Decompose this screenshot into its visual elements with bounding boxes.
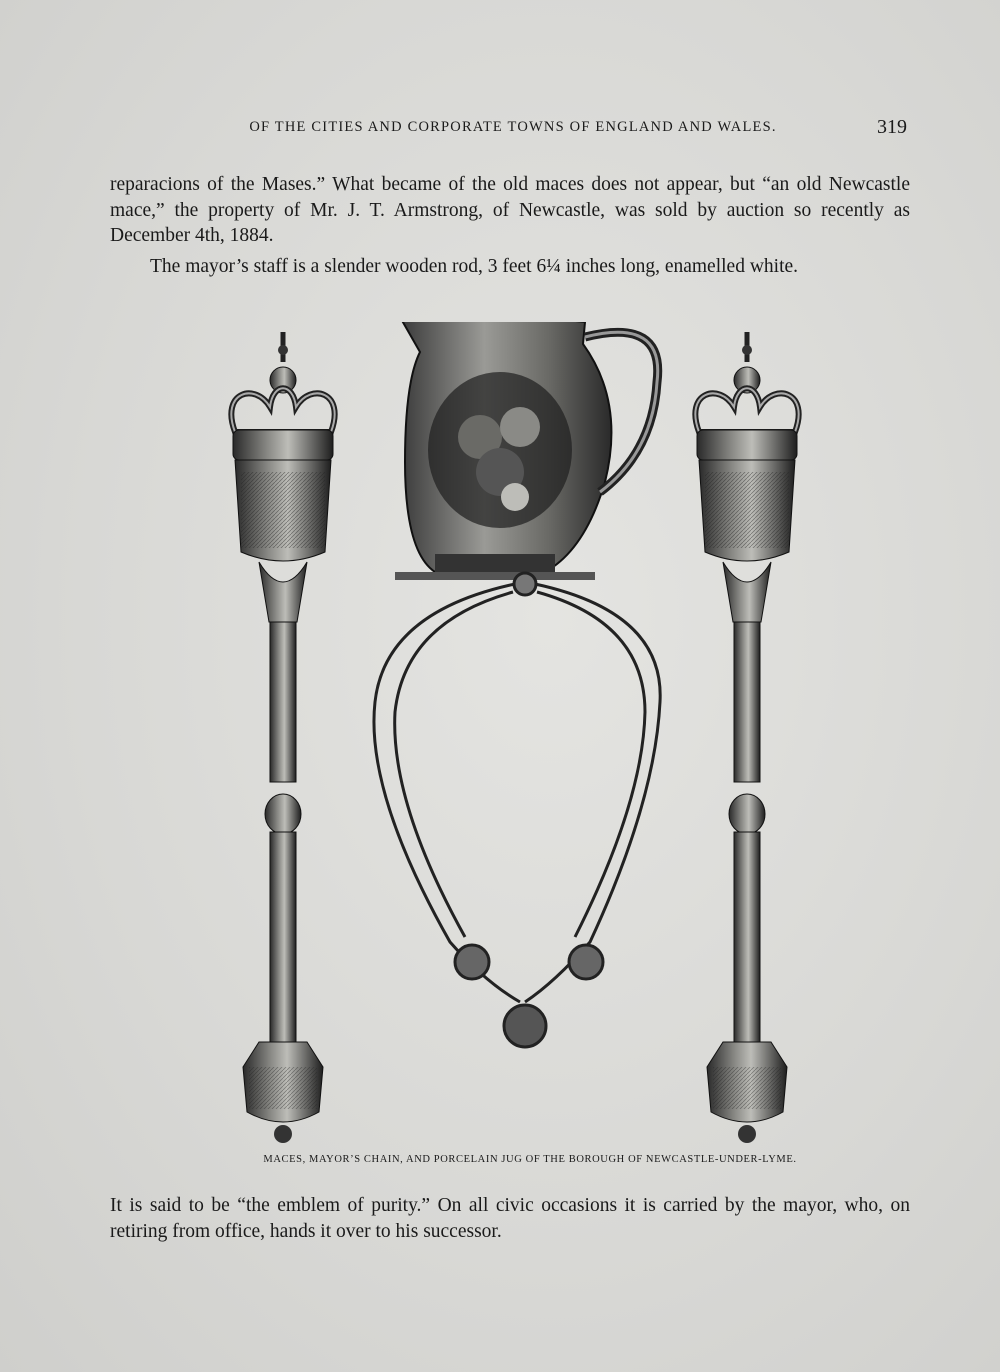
right-mace bbox=[695, 332, 798, 1143]
left-mace bbox=[231, 332, 334, 1143]
running-head: OF THE CITIES AND CORPORATE TOWNS OF ENGLAND AND WALES. bbox=[249, 119, 777, 135]
porcelain-jug bbox=[395, 322, 658, 580]
paragraph-3: It is said to be “the emblem of purity.” On all civic occasions it is carried by the mayor, who, on retiring from office, hands it over to his successor. bbox=[110, 1195, 910, 1242]
paragraph-1: reparacions of the Mases.” What became of the old maces does not appear, but “an old Newcastle mace,” the property of Mr. J. T. Armstrong, of Newcastle, was sold by auction so recently as December 4th, 1884. bbox=[110, 174, 910, 246]
engraving-illustration bbox=[215, 322, 815, 1147]
page-number: 319 bbox=[877, 116, 907, 138]
mayors-chain bbox=[374, 573, 660, 1047]
figure-caption: MACES, MAYOR’S CHAIN, AND PORCELAIN JUG OF THE BOROUGH OF NEWCASTLE-UNDER-LYME. bbox=[263, 1154, 797, 1165]
paragraph-2: The mayor’s staff is a slender wooden rod, 3 feet 6¼ inches long, enamelled white. bbox=[150, 256, 799, 277]
